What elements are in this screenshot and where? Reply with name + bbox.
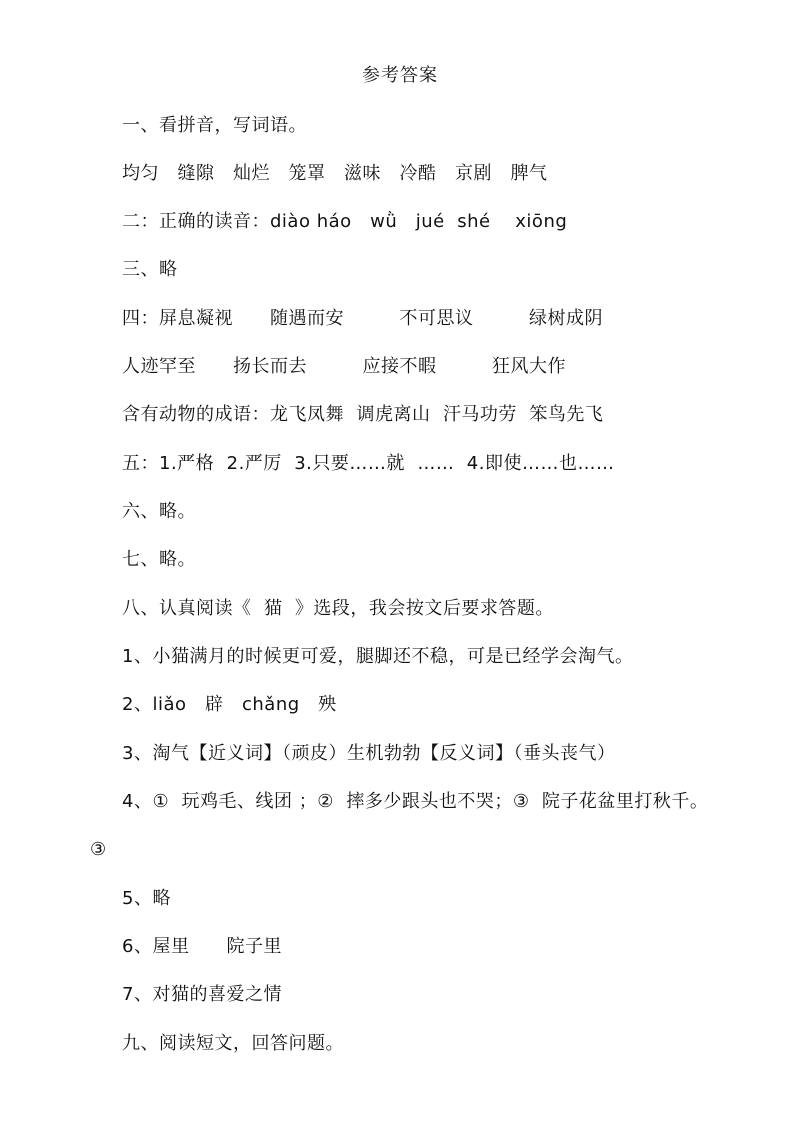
section-8-heading: 八、认真阅读《 猫 》选段，我会按文后要求答题。 <box>122 598 554 619</box>
section-8-answer-2: 2、liǎo 辟 chǎng 殃 <box>122 694 337 715</box>
section-1-answers: 均匀 缝隙 灿烂 笼罩 滋味 冷酷 京剧 脾气 <box>122 163 548 184</box>
section-4-animal-idioms: 含有动物的成语：龙飞凤舞 调虎离山 汗马功劳 笨鸟先飞 <box>122 404 604 425</box>
section-8-answer-1: 1、小猫满月的时候更可爱，腿脚还不稳，可是已经学会淘气。 <box>122 646 634 667</box>
section-8-answer-5: 5、略 <box>122 888 171 909</box>
section-8-answer-7: 7、对猫的喜爱之情 <box>122 984 282 1005</box>
section-8-answer-4: 4、① 玩鸡毛、线团 ；② 摔多少跟头也不哭；③ 院子花盆里打秋千。 <box>122 791 709 812</box>
section-6: 六、略。 <box>122 501 196 522</box>
section-9-heading: 九、阅读短文，回答问题。 <box>122 1033 344 1054</box>
page-title: 参考答案 <box>362 65 438 86</box>
section-8-answer-3: 3、淘气【近义词】（顽皮）生机勃勃【反义词】（垂头丧气） <box>122 743 616 764</box>
section-4-idioms-row-1: 四：屏息凝视 随遇而安 不可思议 绿树成阴 <box>122 308 603 329</box>
section-3: 三、略 <box>122 259 178 280</box>
section-7: 七、略。 <box>122 549 196 570</box>
section-1-heading: 一、看拼音，写词语。 <box>122 115 307 136</box>
section-8-answer-4-continuation: ③ <box>90 839 107 860</box>
section-2-pronunciation: 二：正确的读音：diào háo wǜ jué shé xiōng <box>122 211 568 232</box>
section-4-idioms-row-2: 人迹罕至 扬长而去 应接不暇 狂风大作 <box>122 356 566 377</box>
section-8-answer-6: 6、屋里 院子里 <box>122 936 282 957</box>
section-5: 五：1.严格 2.严厉 3.只要……就 …… 4.即使……也…… <box>122 453 615 474</box>
